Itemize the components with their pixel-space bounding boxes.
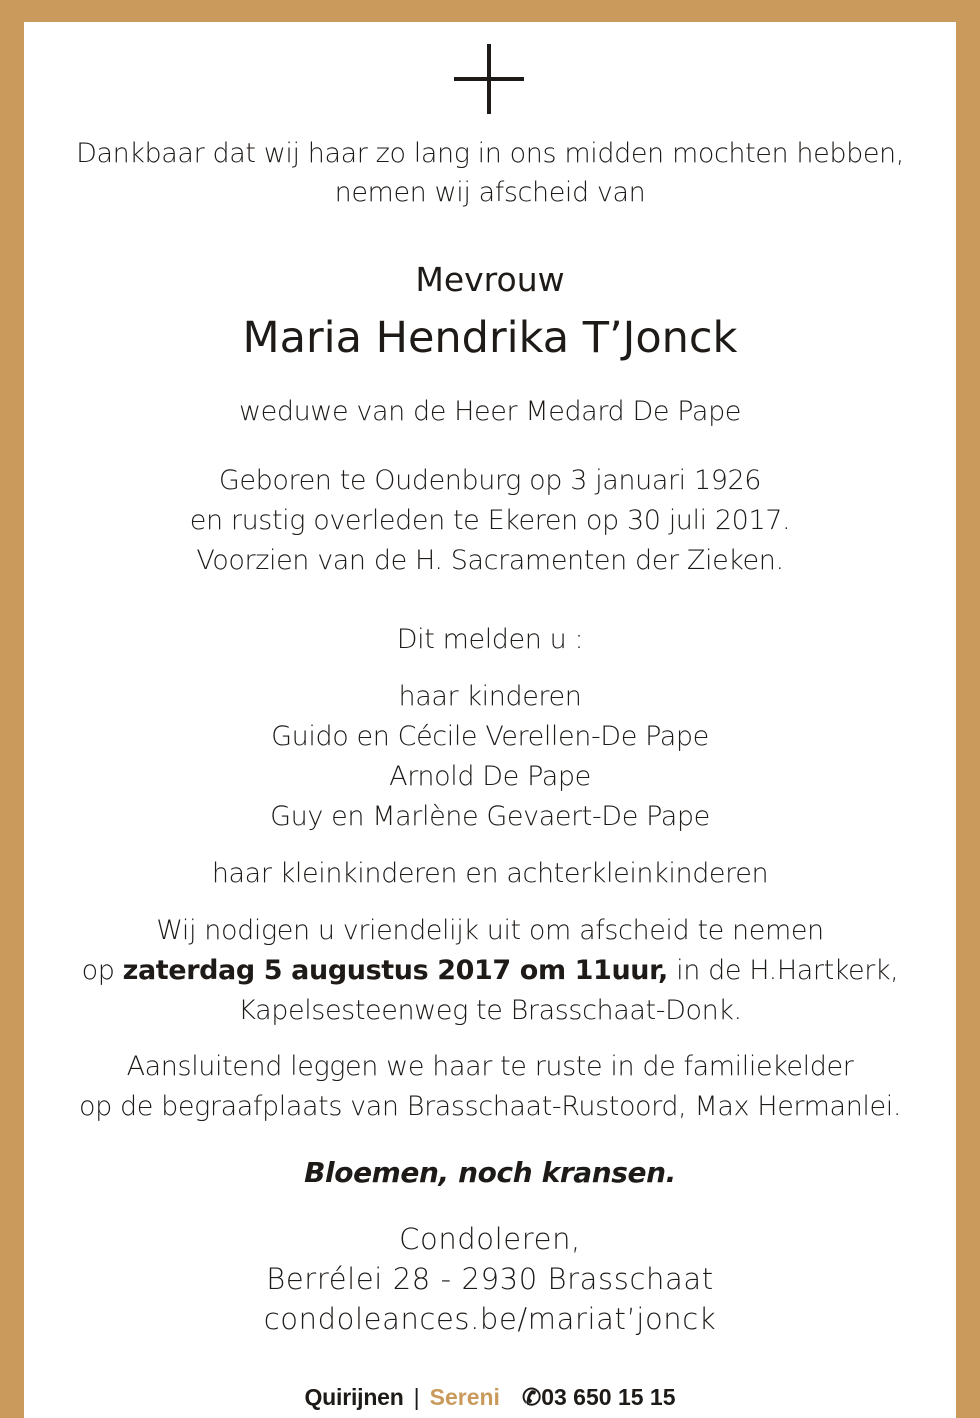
life-line-1: Geboren te Oudenburg op 3 januari 1926 xyxy=(218,465,762,496)
grandchildren-line: haar kleinkinderen en achterkleinkinderen xyxy=(211,858,769,889)
life-line-3: Voorzien van de H. Sacramenten der Zieken. xyxy=(196,545,784,576)
burial-line-1: Aansluitend leggen we haar te ruste in de familiekelder xyxy=(126,1051,854,1082)
condolence-address: Berrélei 28 - 2930 Brasschaat xyxy=(266,1262,714,1296)
condolence-website[interactable]: condoleances.be/mariat’jonck xyxy=(263,1302,717,1336)
brand-separator: | xyxy=(413,1384,420,1410)
child-line-1: Guido en Cécile Verellen-De Pape xyxy=(271,721,709,752)
phone-number[interactable]: ✆03 650 15 15 xyxy=(521,1384,676,1410)
funeral-home-logo xyxy=(0,1380,980,1414)
ceremony-line-1: Wij nodigen u vriendelijk uit om afscheid te nemen xyxy=(156,915,824,946)
brand-sereni: Sereni xyxy=(429,1384,500,1410)
children-label: haar kinderen xyxy=(398,681,582,712)
cross-icon xyxy=(454,44,524,114)
relation-line: weduwe van de Heer Medard De Pape xyxy=(238,396,742,427)
ceremony-location: in de H.Hartkerk, xyxy=(667,955,899,986)
child-line-2: Arnold De Pape xyxy=(389,761,591,792)
condolence-label: Condoleren, xyxy=(399,1222,581,1256)
intro-line-1: Dankbaar dat wij haar zo lang in ons midden mochten hebben, xyxy=(76,138,904,169)
brand-quirijnen: Quirijnen xyxy=(304,1384,404,1410)
intro-line-2: nemen wij afscheid van xyxy=(334,177,646,208)
announcement-line: Dit melden u : xyxy=(396,624,584,655)
burial-line-2: op de begraafplaats van Brasschaat-Rustoord, Max Hermanlei. xyxy=(78,1091,902,1122)
ceremony-prefix: op xyxy=(81,955,123,986)
deceased-title: Mevrouw xyxy=(415,260,565,299)
ceremony-date: zaterdag 5 augustus 2017 om 11uur, xyxy=(122,955,668,986)
flowers-line: Bloemen, noch kransen. xyxy=(304,1156,676,1189)
deceased-name: Maria Hendrika T’Jonck xyxy=(242,313,738,363)
ceremony-line-2 xyxy=(0,954,980,988)
ceremony-line-3: Kapelsesteenweg te Brasschaat-Donk. xyxy=(238,995,742,1026)
life-line-2: en rustig overleden te Ekeren op 30 juli 2017. xyxy=(189,505,791,536)
child-line-3: Guy en Marlène Gevaert-De Pape xyxy=(270,801,710,832)
